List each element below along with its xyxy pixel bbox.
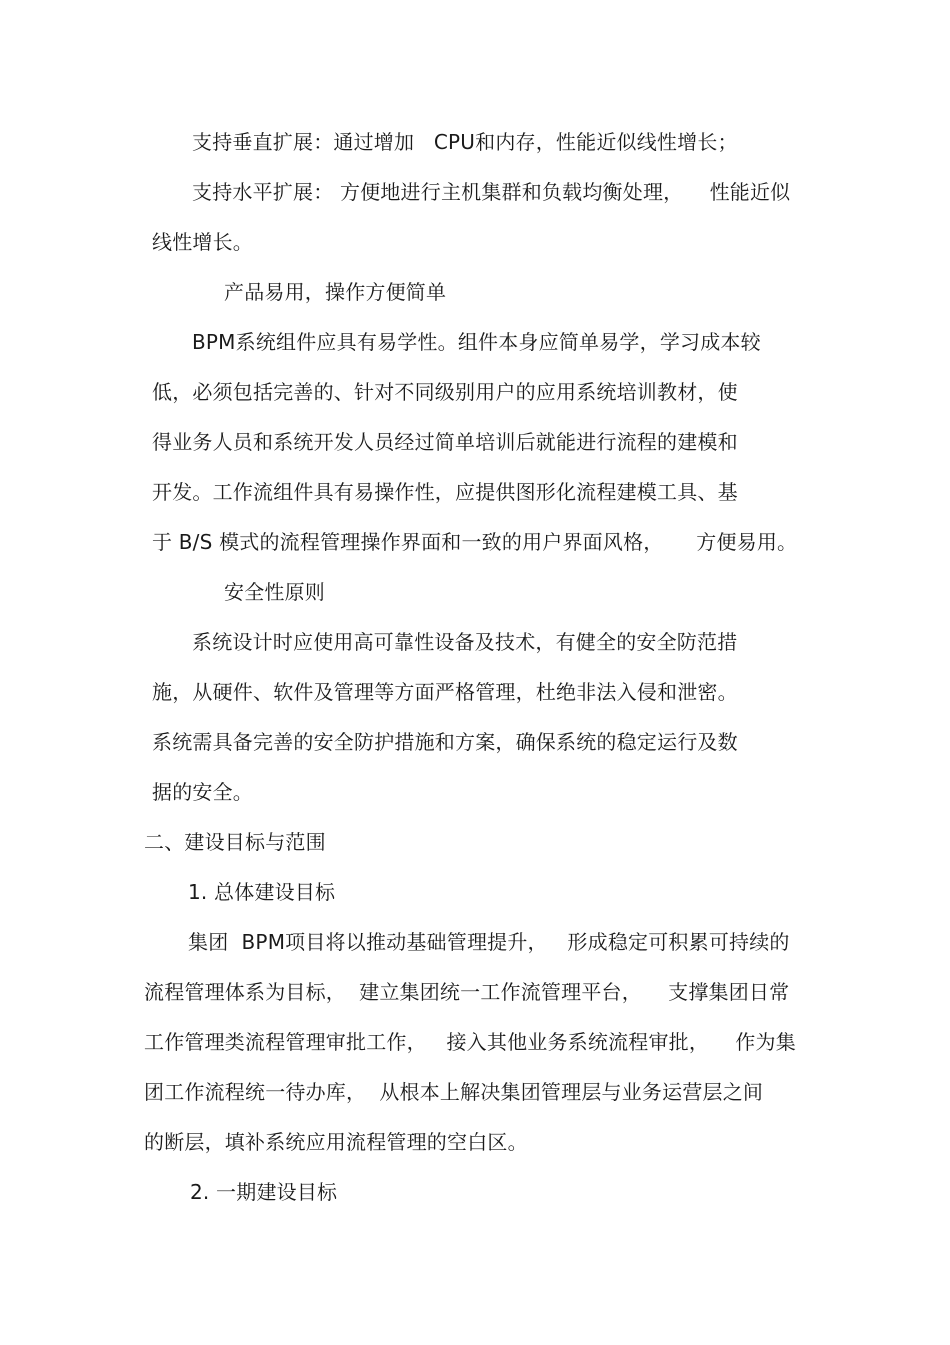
- paragraph-usability-4: 开发。工作流组件具有易操作性，应提供图形化流程建模工具、基: [152, 480, 738, 504]
- paragraph-goals-5: 的断层，填补系统应用流程管理的空白区。: [144, 1130, 528, 1154]
- subheading-overall-goals: 1. 总体建设目标: [188, 880, 336, 904]
- paragraph-goals-2: 流程管理体系为目标， 建立集团统一工作流管理平台， 支撑集团日常: [144, 980, 790, 1004]
- paragraph-vertical-scaling: 支持垂直扩展：通过增加 CPU和内存，性能近似线性增长；: [192, 130, 738, 154]
- paragraph-horizontal-scaling: 支持水平扩展： 方便地进行主机集群和负载均衡处理， 性能近似: [192, 180, 791, 204]
- paragraph-goals-3: 工作管理类流程管理审批工作， 接入其他业务系统流程审批， 作为集: [144, 1030, 796, 1054]
- paragraph-security-4: 据的安全。: [152, 780, 253, 804]
- heading-usability: 产品易用，操作方便简单: [224, 280, 447, 304]
- heading-security: 安全性原则: [224, 580, 325, 604]
- subheading-phase1-goals: 2. 一期建设目标: [190, 1180, 338, 1204]
- paragraph-security-2: 施，从硬件、软件及管理等方面严格管理，杜绝非法入侵和泄密。: [152, 680, 738, 704]
- paragraph-security-1: 系统设计时应使用高可靠性设备及技术，有健全的安全防范措: [192, 630, 738, 654]
- section-heading-goals: 二、建设目标与范围: [144, 830, 326, 854]
- paragraph-usability-3: 得业务人员和系统开发人员经过简单培训后就能进行流程的建模和: [152, 430, 738, 454]
- paragraph-goals-4: 团工作流程统一待办库， 从根本上解决集团管理层与业务运营层之间: [144, 1080, 764, 1104]
- paragraph-usability-1: BPM系统组件应具有易学性。组件本身应简单易学，学习成本较: [192, 330, 761, 354]
- paragraph-usability-2: 低，必须包括完善的、针对不同级别用户的应用系统培训教材，使: [152, 380, 738, 404]
- paragraph-usability-5: 于 B/S 模式的流程管理操作界面和一致的用户界面风格， 方便易用。: [152, 530, 798, 554]
- paragraph-goals-1: 集团 BPM项目将以推动基础管理提升， 形成稳定可积累可持续的: [188, 930, 790, 954]
- paragraph-horizontal-scaling-cont: 线性增长。: [152, 230, 253, 254]
- paragraph-security-3: 系统需具备完善的安全防护措施和方案，确保系统的稳定运行及数: [152, 730, 738, 754]
